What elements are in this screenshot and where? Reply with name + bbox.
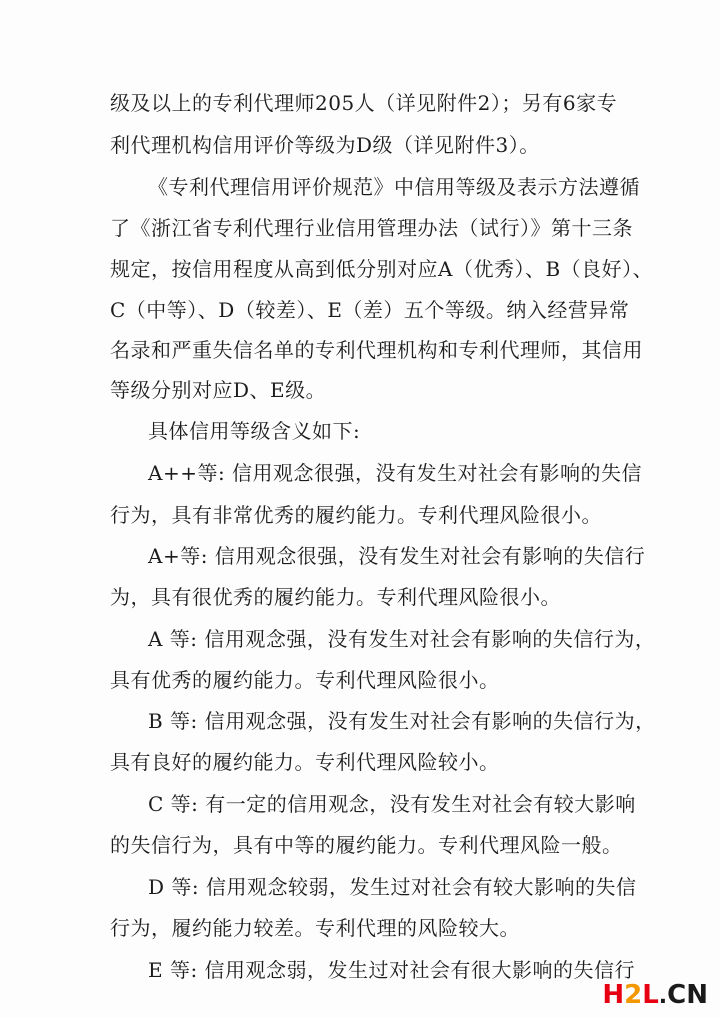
watermark-letter-l: L: [642, 980, 659, 1010]
text-line: B 等: 信用观念强，没有发生对社会有影响的失信行为，: [148, 709, 656, 733]
text-line: 的失信行为，具有中等的履约能力。专利代理风险一般。: [110, 833, 623, 857]
text-line: A 等: 信用观念强，没有发生对社会有影响的失信行为，: [148, 627, 656, 651]
watermark-digit-two: 2: [624, 980, 643, 1010]
watermark-letter-h: H: [602, 980, 625, 1010]
text-line: 为，具有很优秀的履约能力。专利代理风险很小。: [110, 585, 561, 609]
watermark-dot: .: [658, 984, 668, 1009]
text-line: 了《浙江省专利代理行业信用管理办法（试行）》第十三条: [110, 216, 633, 240]
text-line: 具有优秀的履约能力。专利代理风险很小。: [110, 668, 500, 692]
text-line: 等级分别对应D、E级。: [110, 378, 327, 402]
text-line: 规定，按信用程度从高到低分别对应A（优秀）、B（良好）、: [110, 257, 654, 281]
watermark-cn: CN: [667, 980, 708, 1010]
text-line: 具体信用等级含义如下:: [148, 419, 361, 443]
text-line: C（中等）、D（较差）、E（差）五个等级。纳入经营异常: [110, 298, 630, 322]
text-line: C 等: 有一定的信用观念，没有发生对社会有较大影响: [148, 792, 636, 816]
text-line: 名录和严重失信名单的专利代理机构和专利代理师，其信用: [110, 338, 643, 362]
text-line: 级及以上的专利代理师205人（详见附件2）；另有6家专: [110, 91, 618, 115]
text-line: A++等: 信用观念很强，没有发生对社会有影响的失信: [148, 461, 643, 485]
text-line: E 等: 信用观念弱，发生过对社会有很大影响的失信行: [148, 958, 636, 982]
text-line: 行为，履约能力较差。专利代理的风险较大。: [110, 916, 520, 940]
text-line: 《专利代理信用评价规范》中信用等级及表示方法遵循: [148, 175, 640, 199]
text-line: 行为，具有非常优秀的履约能力。专利代理风险很小。: [110, 503, 602, 527]
text-line: D 等: 信用观念较弱，发生过对社会有较大影响的失信: [148, 875, 637, 899]
site-watermark-logo: [602, 980, 708, 1010]
text-line: 具有良好的履约能力。专利代理风险较小。: [110, 750, 500, 774]
text-line: 利代理机构信用评价等级为D级（详见附件3）。: [110, 133, 540, 157]
text-line: A+等: 信用观念很强，没有发生对社会有影响的失信行: [148, 544, 646, 568]
